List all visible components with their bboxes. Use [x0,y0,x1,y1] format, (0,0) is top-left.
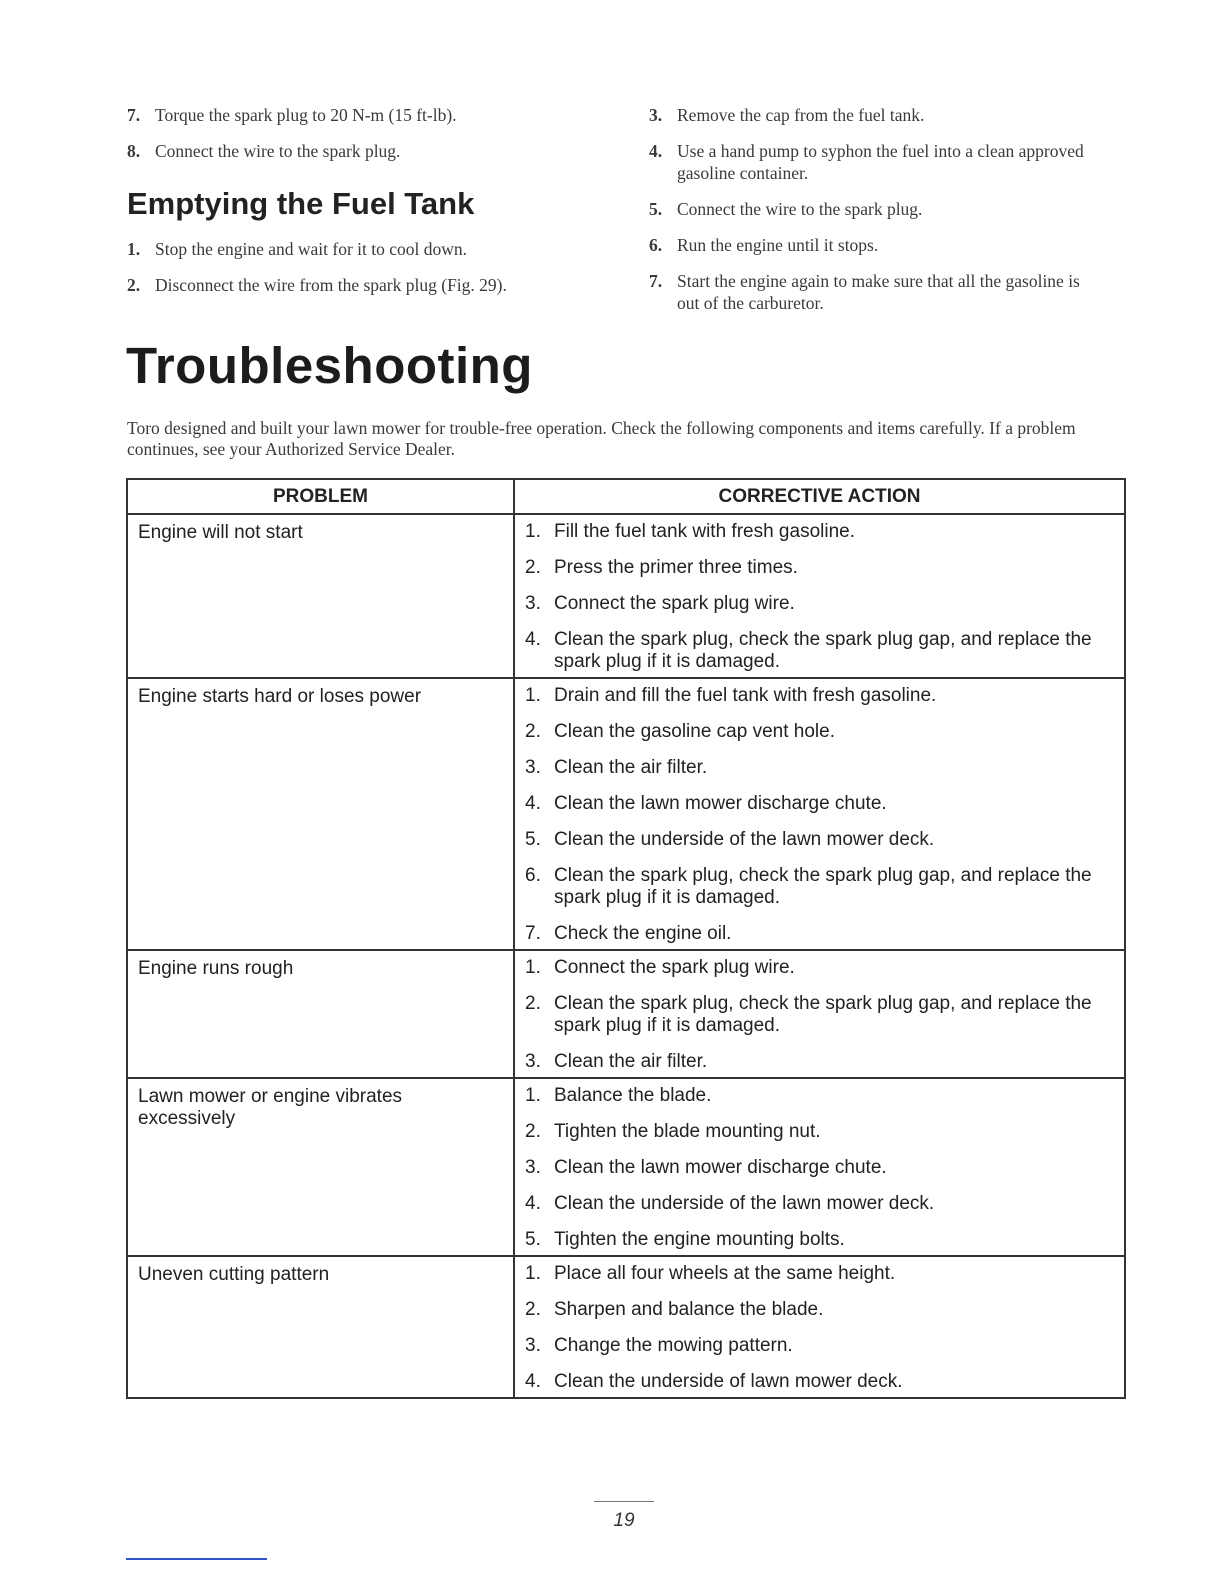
list-item: 6. Clean the spark plug, check the spark plug gap, and replace the spark plug if it is damaged. [525,865,1092,908]
list-item: 7. Torque the spark plug to 20 N-m (15 ft-lb). [127,105,457,125]
list-item: 3. Remove the cap from the fuel tank. [649,105,925,125]
right-column [649,104,1089,328]
list-item: 4. Use a hand pump to syphon the fuel into a clean approved gasoline container. [649,141,1084,183]
list-item: 8. Connect the wire to the spark plug. [127,141,401,161]
emptying-fuel-tank-heading: Emptying the Fuel Tank [127,186,475,221]
problem-column-header: PROBLEM [127,479,514,514]
problem-cell: Uneven cutting pattern [127,1256,514,1398]
list-item: 1. Balance the blade. [525,1085,712,1106]
problem-cell: Engine runs rough [127,950,514,1078]
bottom-rule [126,1558,267,1560]
list-item: 7. Start the engine again to make sure that all the gasoline is out of the carburetor. [649,271,1080,313]
list-item: 3. Clean the lawn mower discharge chute. [525,1157,887,1178]
list-item: 6. Run the engine until it stops. [649,235,879,255]
action-cell [514,1078,1125,1256]
list-item: 2. Sharpen and balance the blade. [525,1299,824,1320]
list-item: 7. Check the engine oil. [525,923,732,944]
list-item: 4. Clean the underside of the lawn mower deck. [525,1193,935,1214]
action-cell [514,678,1125,950]
troubleshooting-intro: Toro designed and built your lawn mower for trouble-free operation. Check the following components and items carefully. If a problem continues, see your Authorized Service Dealer. [127,418,1076,459]
page-number: 19 [613,1510,635,1531]
list-item: 4. Clean the lawn mower discharge chute. [525,793,887,814]
list-item: 3. Connect the spark plug wire. [525,593,795,614]
list-item: 5. Tighten the engine mounting bolts. [525,1229,845,1250]
torque-steps-list [127,104,587,162]
left-column [127,104,587,310]
table-row [127,950,1125,1078]
table-row [127,1078,1125,1256]
list-item: 1. Place all four wheels at the same height. [525,1263,896,1284]
list-item: 2. Clean the gasoline cap vent hole. [525,721,835,742]
table-row [127,1256,1125,1398]
list-item: 5. Connect the wire to the spark plug. [649,199,923,219]
list-item: 3. Clean the air filter. [525,757,708,778]
list-item: 3. Change the mowing pattern. [525,1335,793,1356]
problem-cell: Engine starts hard or loses power [127,678,514,950]
list-item: 4. Clean the underside of lawn mower deck. [525,1371,903,1392]
list-item: 4. Clean the spark plug, check the spark plug gap, and replace the spark plug if it is damaged. [525,629,1092,672]
troubleshooting-table [126,478,1126,1399]
table-header-row [127,479,1125,514]
emptying-steps-left [127,238,587,296]
problem-cell: Lawn mower or engine vibrates excessively [127,1078,514,1256]
action-cell [514,1256,1125,1398]
corrective-action-column-header: CORRECTIVE ACTION [514,479,1125,514]
list-item: 2. Tighten the blade mounting nut. [525,1121,821,1142]
list-item: 5. Clean the underside of the lawn mower deck. [525,829,935,850]
action-cell [514,950,1125,1078]
troubleshooting-heading: Troubleshooting [126,337,533,394]
footer-divider [594,1501,654,1502]
table-row [127,514,1125,678]
list-item: 1. Drain and fill the fuel tank with fresh gasoline. [525,685,937,706]
emptying-steps-right [649,104,1089,314]
list-item: 2. Press the primer three times. [525,557,798,578]
table-row [127,678,1125,950]
list-item: 3. Clean the air filter. [525,1051,708,1072]
list-item: 2. Clean the spark plug, check the spark plug gap, and replace the spark plug if it is damaged. [525,993,1092,1036]
list-item: 1. Connect the spark plug wire. [525,957,795,978]
action-cell [514,514,1125,678]
list-item: 1. Stop the engine and wait for it to cool down. [127,239,468,259]
list-item: 1. Fill the fuel tank with fresh gasoline. [525,521,855,542]
problem-cell: Engine will not start [127,514,514,678]
list-item: 2. Disconnect the wire from the spark plug (Fig. 29). [127,275,507,295]
